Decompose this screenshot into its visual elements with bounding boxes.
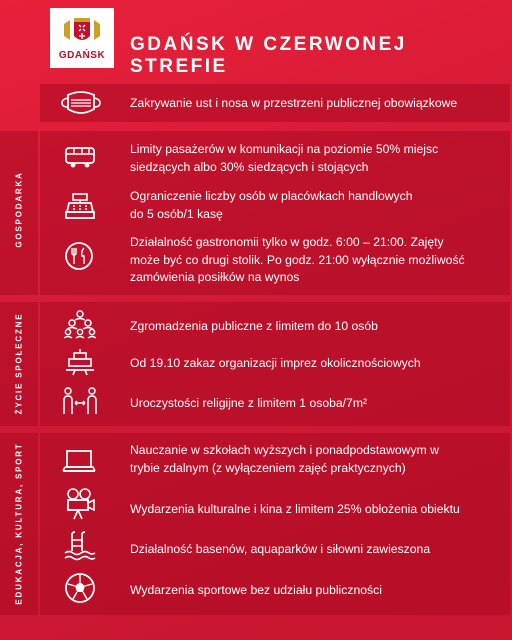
face-mask-icon (60, 89, 102, 117)
cake-icon (64, 348, 96, 376)
gastronomy-text: Działalność gastronomii tylko w godz. 6:00 – 21:00. Zajęty może być co drugi stolik. Po godz. 21:00 wyłącznie możliwość zamówienia posiłków na wynos (130, 235, 465, 285)
laptop-icon (62, 449, 96, 475)
shops-text: Ograniczenie liczby osób w placówkach handlowych do 5 osób/1 kasę (130, 189, 413, 221)
restaurant-icon (64, 241, 94, 271)
events-text: Od 19.10 zakaz organizacji imprez okolicznościowych (130, 356, 421, 370)
people-group-icon (64, 309, 96, 339)
logo-text: GDAŃSK (58, 50, 106, 61)
section-label-education: EDUKACJA, KULTURA, SPORT (14, 442, 24, 605)
cash-register-icon (64, 192, 96, 220)
gatherings-text: Zgromadzenia publiczne z limitem do 10 osób (130, 319, 378, 333)
gdansk-logo (50, 8, 114, 68)
culture-text: Wydarzenia kulturalne i kina z limitem 25% obłożenia obiektu (130, 502, 460, 516)
mask-text: Zakrywanie ust i nosa w przestrzeni publicznej obowiązkowe (130, 96, 458, 110)
film-camera-icon (64, 488, 96, 520)
page-title: GDAŃSK W CZERWONEJ STREFIE (130, 34, 407, 77)
swimming-pool-icon (64, 531, 96, 561)
section-label-social: ŻYCIE SPOŁECZNE (14, 312, 24, 415)
section-label-economy: GOSPODARKA (14, 171, 24, 248)
bus-text: Limity pasażerów w komunikacji na poziomie 50% miejsc siedzących albo 30% siedzących i stojących (130, 142, 439, 174)
soccer-ball-icon (64, 572, 96, 604)
sports-text: Wydarzenia sportowe bez udziału publiczności (130, 583, 382, 597)
pools-text: Działalność basenów, aquaparków i siłowni zawieszona (130, 542, 431, 556)
schools-text: Nauczanie w szkołach wyższych i ponadpodstawowym w trybie zdalnym (z wyłączeniem zajęć praktycznych) (130, 443, 439, 475)
distancing-icon (62, 386, 98, 416)
coat-of-arms-icon (60, 14, 104, 48)
bus-icon (64, 145, 96, 169)
religious-text: Uroczystości religijne z limitem 1 osoba/7m² (130, 396, 368, 410)
